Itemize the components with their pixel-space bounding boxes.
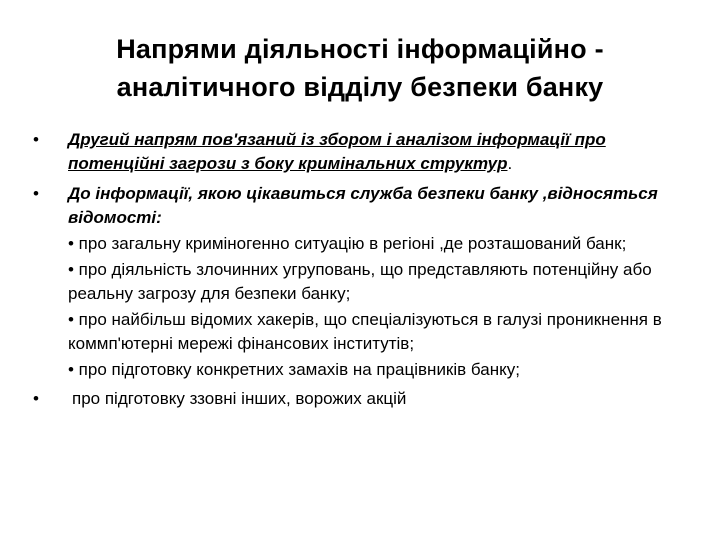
bullet-2-heading: До інформації, якою цікавиться служба безпеки банку ,відносяться відомості: bbox=[68, 184, 658, 227]
slide-title-line-2: аналітичного відділу безпеки банку bbox=[116, 72, 604, 102]
slide-title bbox=[40, 30, 680, 106]
sub-item-1: • про загальну криміногенно ситуацію в регіоні ,де розташований банк; bbox=[68, 234, 627, 253]
bullet-1-text: Другий напрям пов'язаний із збором і аналізом інформації про потенційні загрози з боку кримінальних структур bbox=[68, 130, 606, 173]
bullet-list bbox=[30, 128, 690, 418]
sub-item-2: • про діяльність злочинних угруповань, що представляють потенційну або реальну загрозу для безпеки банку; bbox=[68, 260, 652, 303]
bullet-item-3 bbox=[30, 387, 690, 411]
bullet-3-text: про підготовку ззовні інших, ворожих акцій bbox=[72, 389, 407, 408]
bullet-dot: • bbox=[33, 389, 39, 408]
bullet-dot: • bbox=[33, 184, 39, 203]
slide-title-line-1: Напрями діяльності інформаційно - bbox=[116, 34, 604, 64]
bullet-1-suffix: . bbox=[507, 154, 513, 173]
bullet-item-1 bbox=[30, 128, 690, 176]
bullet-dot: • bbox=[33, 130, 39, 149]
bullet-item-2 bbox=[30, 182, 690, 382]
sub-item-4: • про підготовку конкретних замахів на працівників банку; bbox=[68, 360, 520, 379]
sub-item-3: • про найбільш відомих хакерів, що спеціалізуються в галузі проникнення в коммп'ютерні мережі фінансових інститутів; bbox=[68, 310, 662, 353]
